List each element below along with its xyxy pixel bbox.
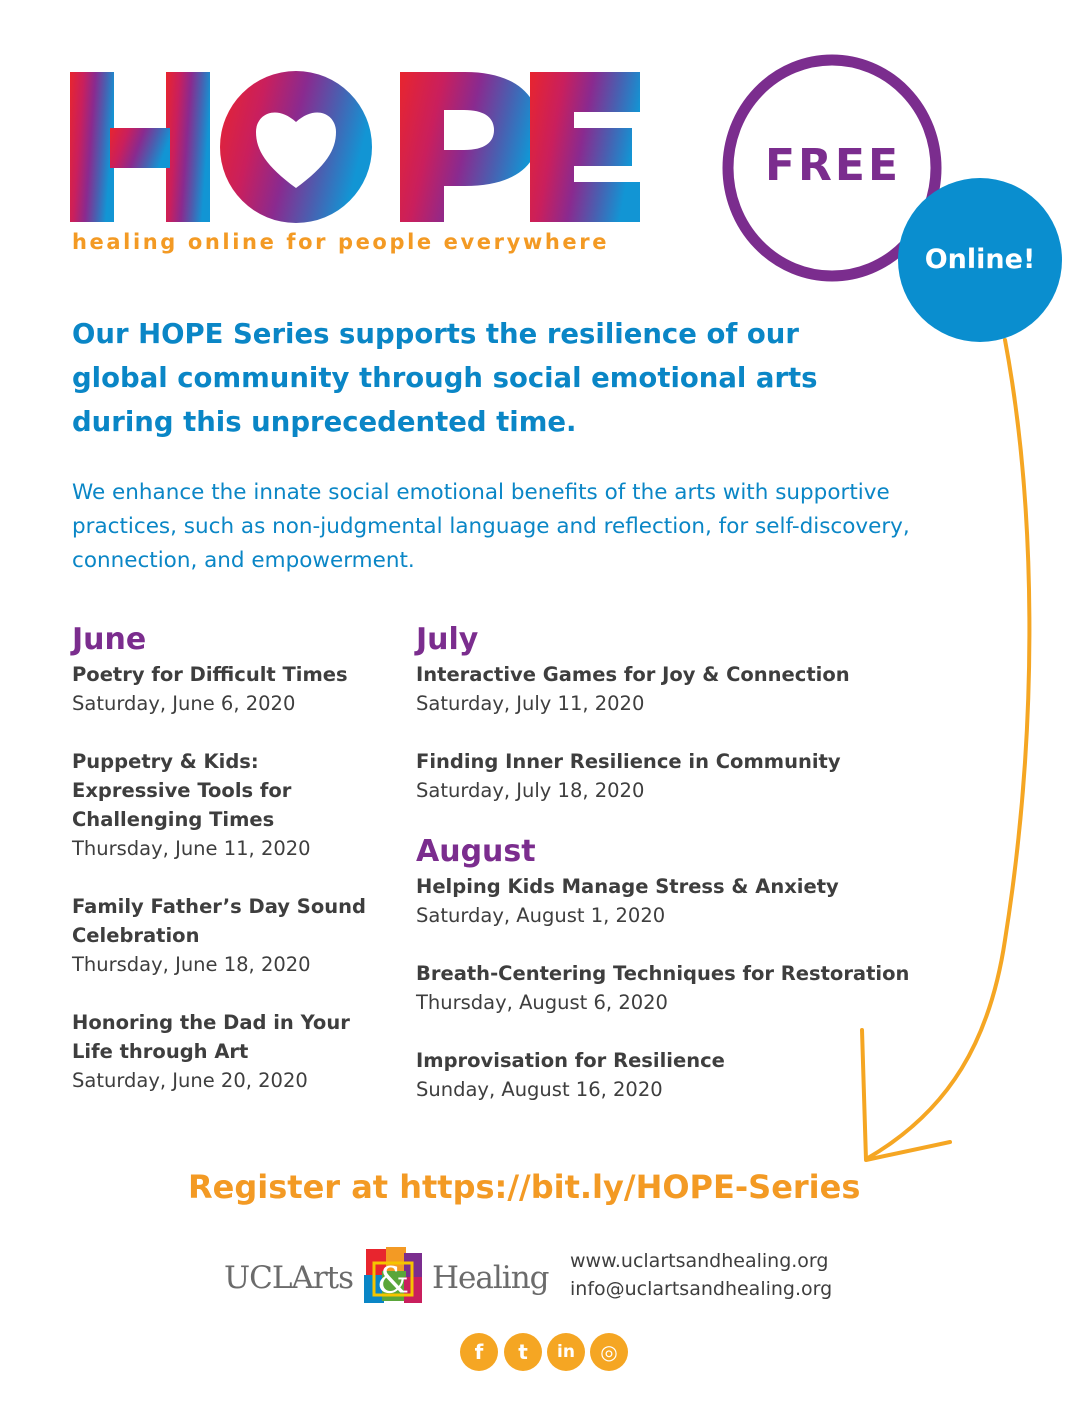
free-badge: FREE <box>764 140 902 191</box>
uclarts-logo-mark <box>360 1245 426 1311</box>
event-item <box>416 959 936 1017</box>
july-august-schedule <box>416 622 936 1133</box>
month-heading-august: August <box>416 834 536 869</box>
event-date: Sunday, August 16, 2020 <box>416 1078 663 1101</box>
linkedin-icon[interactable]: in <box>547 1333 585 1371</box>
event-item <box>416 747 936 805</box>
event-item <box>416 660 936 718</box>
org-name-right: Healing <box>432 1260 549 1296</box>
event-title: Breath-Centering Techniques for Restoration <box>416 962 910 985</box>
twitter-icon[interactable]: t <box>504 1333 542 1371</box>
event-item <box>72 660 372 718</box>
event-title: Helping Kids Manage Stress & Anxiety <box>416 875 839 898</box>
register-link[interactable]: Register at https://bit.ly/HOPE-Series <box>188 1168 861 1206</box>
june-schedule <box>72 622 372 1124</box>
event-date: Saturday, June 20, 2020 <box>72 1069 308 1092</box>
email-link[interactable]: info@uclartsandhealing.org <box>570 1278 833 1300</box>
event-date: Saturday, June 6, 2020 <box>72 692 296 715</box>
event-item <box>72 747 372 863</box>
event-date: Thursday, June 11, 2020 <box>72 837 311 860</box>
august-schedule <box>416 834 936 1104</box>
month-heading-june: June <box>72 622 147 657</box>
instagram-icon[interactable]: ◎ <box>590 1333 628 1371</box>
facebook-icon[interactable]: f <box>460 1333 498 1371</box>
event-item <box>416 1046 936 1104</box>
event-item <box>416 872 936 930</box>
online-badge: Online! <box>924 244 1036 275</box>
event-date: Saturday, July 18, 2020 <box>416 779 645 802</box>
org-name-left: UCLArts <box>224 1260 354 1296</box>
event-date: Saturday, July 11, 2020 <box>416 692 645 715</box>
event-item <box>72 892 372 979</box>
headline: Our HOPE Series supports the resilience of our global community through social emotional arts during this unprecedented time. <box>72 318 818 438</box>
event-date: Thursday, June 18, 2020 <box>72 953 311 976</box>
month-heading-july: July <box>416 622 479 657</box>
event-title: Family Father’s Day Sound Celebration <box>72 895 366 947</box>
website-link[interactable]: www.uclartsandhealing.org <box>570 1250 829 1272</box>
svg-text:&: & <box>376 1261 410 1302</box>
event-title: Honoring the Dad in Your Life through Art <box>72 1011 350 1063</box>
tagline: healing online for people everywhere <box>72 230 610 254</box>
event-date: Saturday, August 1, 2020 <box>416 904 666 927</box>
event-date: Thursday, August 6, 2020 <box>416 991 668 1014</box>
event-title: Improvisation for Resilience <box>416 1049 725 1072</box>
event-title: Puppetry & Kids: Expressive Tools for Challenging Times <box>72 750 292 831</box>
event-item <box>72 1008 372 1095</box>
event-title: Finding Inner Resilience in Community <box>416 750 841 773</box>
hope-logo <box>70 70 640 225</box>
intro-paragraph: We enhance the innate social emotional benefits of the arts with supportive practices, such as non-judgmental language and reflection, for self-discovery, connection, and empowerment. <box>72 480 910 573</box>
event-title: Poetry for Difficult Times <box>72 663 348 686</box>
event-title: Interactive Games for Joy & Connection <box>416 663 850 686</box>
